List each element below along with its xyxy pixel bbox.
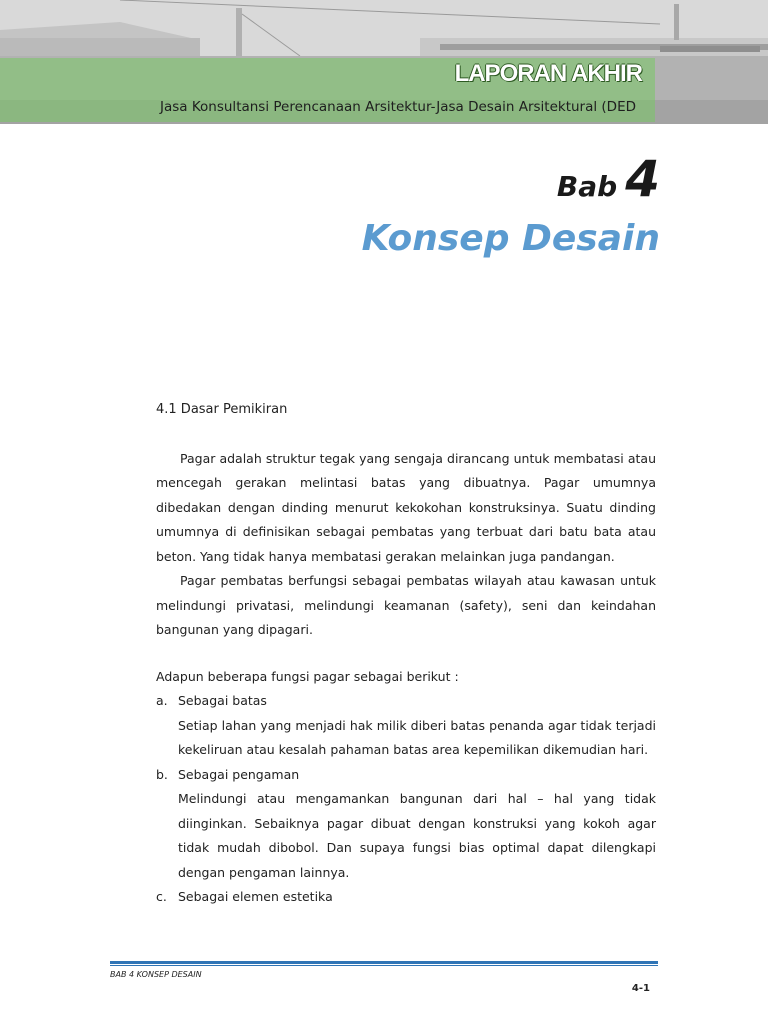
report-subtitle: Jasa Konsultansi Perencanaan Arsitektur-Jasa Desain Arsitektural (DED xyxy=(160,99,637,115)
list-item-desc: Setiap lahan yang menjadi hak milik diberi batas penanda agar tidak terjadi kekeliruan atau kesalah pahaman batas area kepemilikan dikemudian hari. xyxy=(178,717,656,757)
paragraph: Pagar adalah struktur tegak yang sengaja dirancang untuk membatasi atau mencegah gerakan melintasi batas yang dibuatnya. Pagar umumnya dibedakan dengan dinding menurut kekokohan konstruksinya. Suatu dinding umumnya di definisikan sebagai pembatas yang terbuat dari batu bata atau beton. Yang tidak hanya membatasi gerakan melainkan juga pandangan. xyxy=(156,450,656,564)
list-item xyxy=(156,763,656,788)
list-item-desc: Melindungi atau mengamankan bangunan dari hal – hal yang tidak diinginkan. Sebaiknya pagar dibuat dengan konstruksi yang kokoh agar tidak mudah dibobol. Dan supaya fungsi bias optimal dapat dilengkapi dengan pengaman lainnya. xyxy=(178,791,656,880)
list-item-title: Sebagai pengaman xyxy=(178,766,300,782)
list-item xyxy=(156,689,656,714)
list-marker: a. xyxy=(156,693,168,708)
footer-rule xyxy=(110,961,658,964)
chapter-title: Konsep Desain xyxy=(361,218,660,259)
list-marker: c. xyxy=(156,889,167,904)
chapter-label xyxy=(557,150,660,208)
page-number: 4-1 xyxy=(631,983,650,994)
list-item-title: Sebagai batas xyxy=(178,693,267,708)
list-marker: b. xyxy=(156,766,168,782)
document-body xyxy=(156,398,656,910)
chapter-number: 4 xyxy=(625,150,660,208)
footer-chapter-text: BAB 4 KONSEP DESAIN xyxy=(110,970,202,979)
header-banner xyxy=(0,0,768,124)
spacer xyxy=(156,643,656,665)
chapter-word: Bab xyxy=(556,170,618,203)
list-intro: Adapun beberapa fungsi pagar sebagai berikut : xyxy=(156,668,459,684)
section-heading: 4.1 Dasar Pemikiran xyxy=(156,402,288,417)
list-item-title: Sebagai elemen estetika xyxy=(178,889,333,904)
list-item xyxy=(156,885,656,910)
footer-rule-thin xyxy=(110,965,658,966)
report-title: LAPORAN AKHIR xyxy=(454,60,642,87)
paragraph: Pagar pembatas berfungsi sebagai pembatas wilayah atau kawasan untuk melindungi privatasi, melindungi keamanan (safety), seni dan keindahan bangunan yang dipagari. xyxy=(156,573,656,637)
